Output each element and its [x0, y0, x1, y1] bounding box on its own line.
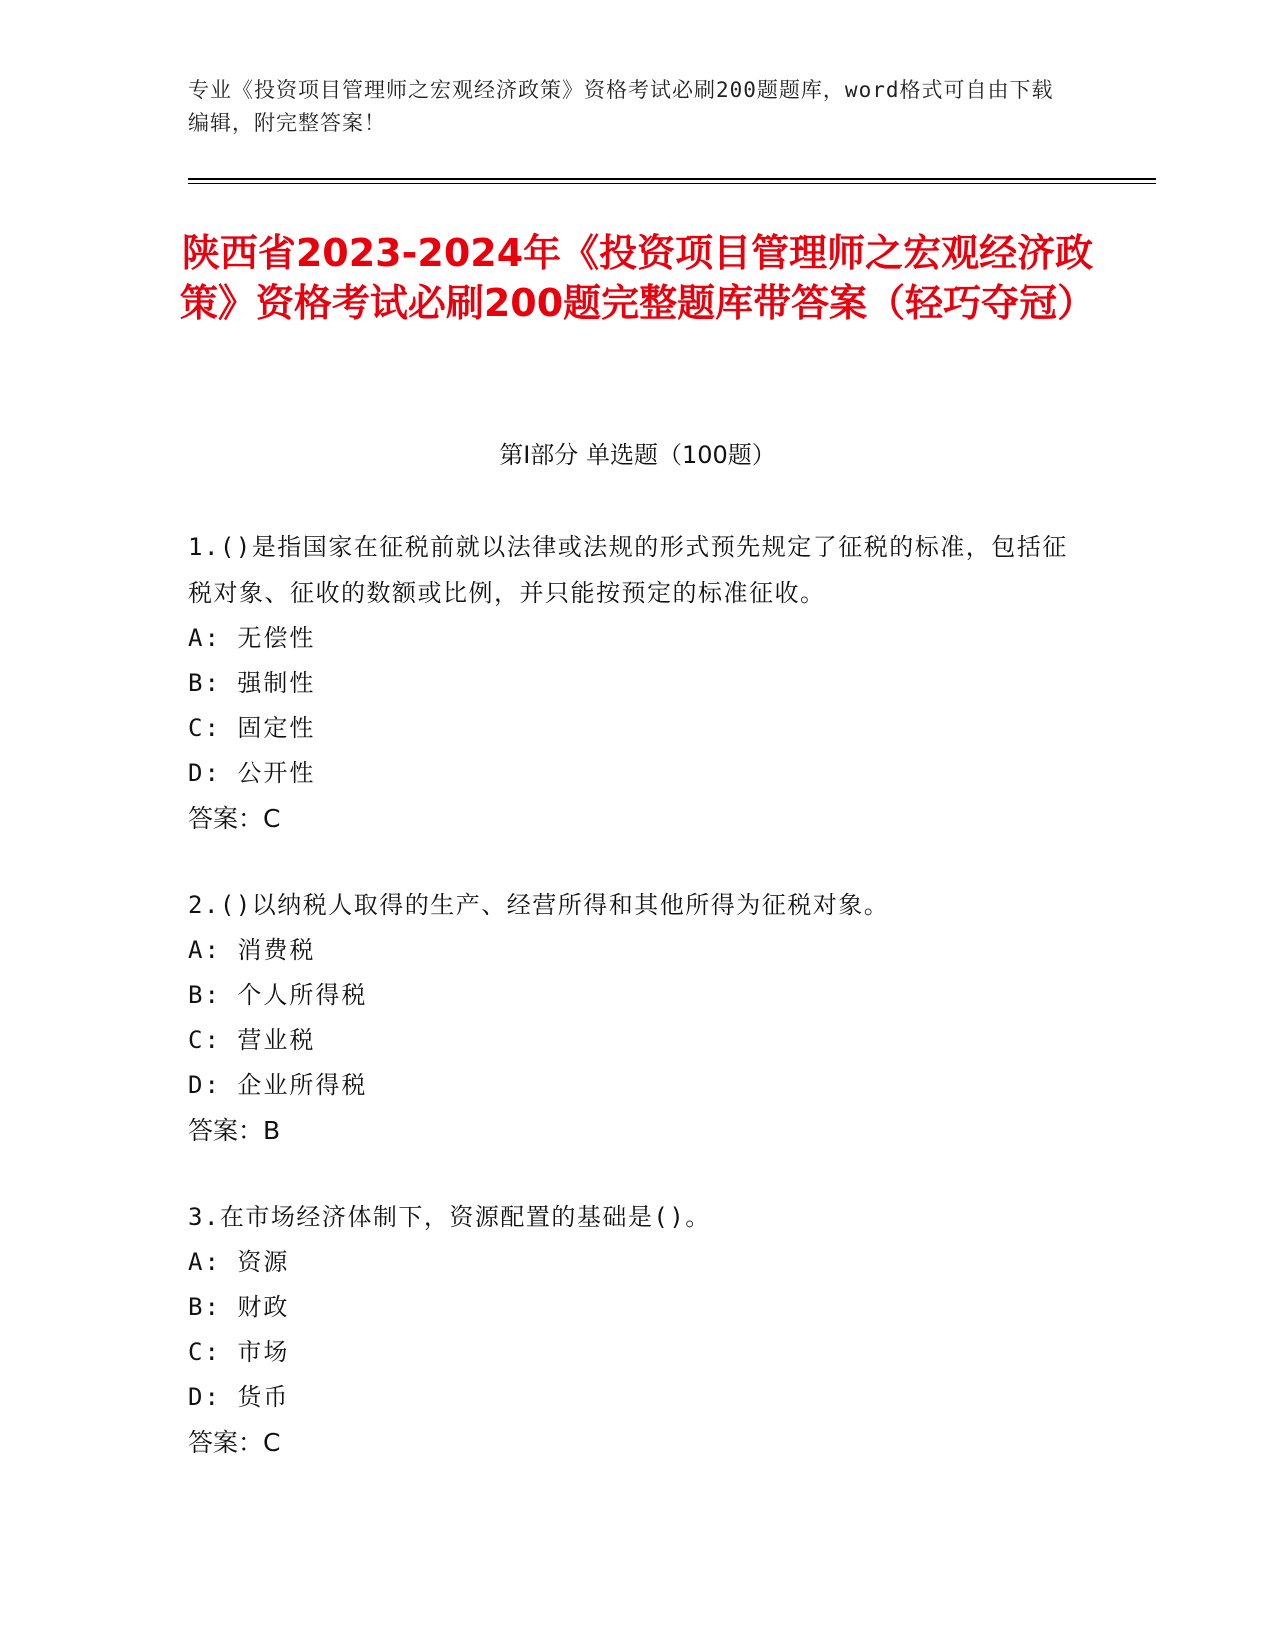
- question-2: [188, 882, 1068, 1154]
- question-stem: 3.在市场经济体制下，资源配置的基础是()。: [188, 1203, 711, 1231]
- question-1: [188, 524, 1068, 842]
- option-a: A: 无偿性: [188, 624, 316, 652]
- option-a: A: 资源: [188, 1248, 290, 1276]
- option-a: A: 消费税: [188, 936, 316, 964]
- answer: 答案：C: [188, 1428, 281, 1457]
- header-rule-thick: [188, 178, 1156, 180]
- question-3: [188, 1194, 1068, 1466]
- option-d: D: 企业所得税: [188, 1071, 368, 1099]
- option-b: B: 强制性: [188, 669, 316, 697]
- option-d: D: 公开性: [188, 759, 316, 787]
- option-c: C: 固定性: [188, 714, 316, 742]
- answer: 答案：B: [188, 1116, 281, 1145]
- option-b: B: 个人所得税: [188, 981, 368, 1009]
- section-title: 第I部分 单选题（100题）: [499, 441, 776, 469]
- header-note: 专业《投资项目管理师之宏观经济政策》资格考试必刷200题题库，word格式可自由下载编辑，附完整答案！: [188, 78, 1054, 135]
- document-title: 陕西省2023-2024年《投资项目管理师之宏观经济政策》资格考试必刷200题完整题库带答案（轻巧夺冠）: [179, 231, 1096, 325]
- option-c: C: 市场: [188, 1338, 290, 1366]
- question-list: [188, 524, 1068, 1506]
- option-b: B: 财政: [188, 1293, 290, 1321]
- question-stem: 1.()是指国家在征税前就以法律或法规的形式预先规定了征税的标准，包括征税对象、征收的数额或比例，并只能按预定的标准征收。: [188, 533, 1068, 607]
- option-c: C: 营业税: [188, 1026, 316, 1054]
- answer: 答案：C: [188, 804, 281, 833]
- header-rule-thin: [188, 183, 1156, 184]
- question-stem: 2.()以纳税人取得的生产、经营所得和其他所得为征税对象。: [188, 891, 890, 919]
- option-d: D: 货币: [188, 1383, 290, 1411]
